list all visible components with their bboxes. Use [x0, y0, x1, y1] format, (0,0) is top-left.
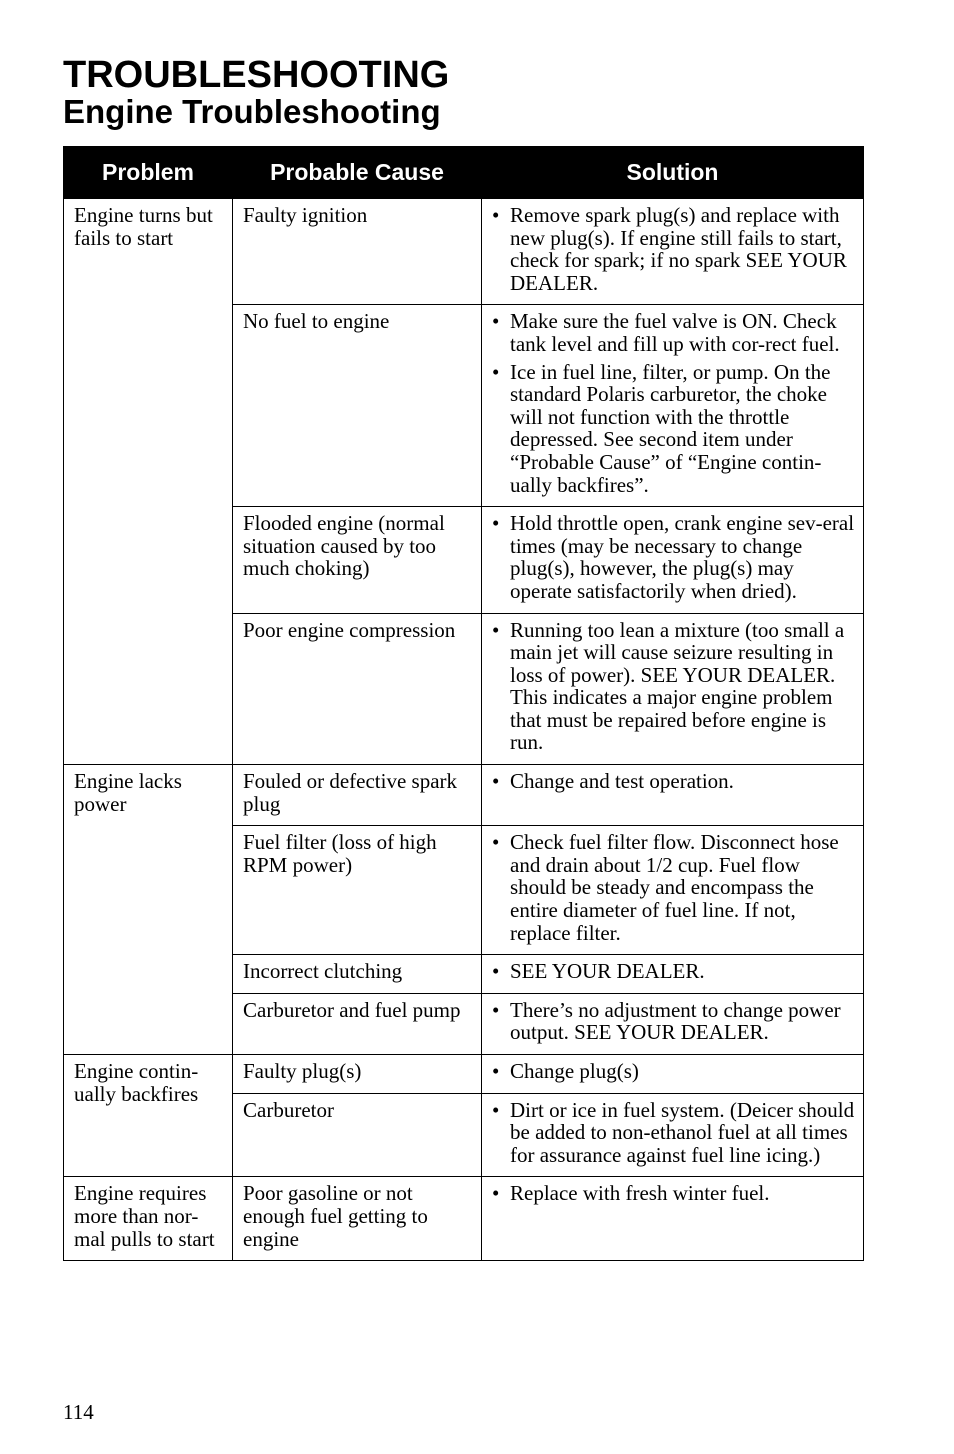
column-header-problem: Problem: [64, 147, 233, 199]
solution-cell: [482, 993, 864, 1054]
solution-cell: [482, 955, 864, 994]
solution-cell: [482, 765, 864, 826]
solution-item: [490, 831, 857, 944]
solution-item: [490, 1182, 857, 1205]
solution-text: Check fuel filter flow. Disconnect hose and drain about 1/2 cup. Fuel flow should be steady and encompass the entire diameter of fuel line. If not, replace filter.: [510, 830, 839, 945]
cause-cell: Fuel filter (loss of high RPM power): [233, 826, 482, 955]
cause-cell: Flooded engine (normal situation caused by too much choking): [233, 507, 482, 613]
solution-item: [490, 512, 857, 602]
table-header-row: [64, 147, 864, 199]
page-number: 114: [63, 1400, 94, 1424]
bullet-marker: •: [492, 1059, 500, 1083]
cause-cell: No fuel to engine: [233, 305, 482, 507]
solution-cell: [482, 1177, 864, 1261]
solution-item: [490, 1060, 857, 1083]
solution-text: Remove spark plug(s) and replace with new plug(s). If engine still fails to start, check for spark; if no spark SEE YOUR DEALER.: [510, 203, 847, 295]
cause-cell: Carburetor and fuel pump: [233, 993, 482, 1054]
problem-cell: Engine requires more than nor-mal pulls to start: [64, 1177, 233, 1261]
bullet-marker: •: [492, 359, 500, 384]
solution-cell: [482, 826, 864, 955]
troubleshooting-table: [63, 146, 864, 1261]
solution-text: Change plug(s): [510, 1059, 639, 1083]
bullet-marker: •: [492, 511, 500, 536]
solution-text: Running too lean a mixture (too small a main jet will cause seizure resulting in loss of power). SEE YOUR DEALER. This indicates a major engine problem that must be repaired before engine is run.: [510, 617, 845, 755]
solution-item: [490, 361, 857, 497]
bullet-marker: •: [492, 997, 500, 1022]
solution-cell: [482, 1093, 864, 1177]
cause-cell: Poor gasoline or not enough fuel getting to engine: [233, 1177, 482, 1261]
cause-cell: Faulty ignition: [233, 199, 482, 305]
solution-text: Ice in fuel line, filter, or pump. On the standard Polaris carburetor, the choke will not function with the throttle depressed. See second item under “Probable Cause” of “Engine contin-ually backfires”.: [510, 359, 831, 497]
cause-cell: Carburetor: [233, 1093, 482, 1177]
solution-text: Replace with fresh winter fuel.: [510, 1181, 770, 1206]
table-row: [64, 1055, 864, 1094]
table-row: [64, 199, 864, 305]
solution-cell: [482, 199, 864, 305]
table-row: [64, 765, 864, 826]
section-title: Engine Troubleshooting: [63, 93, 441, 130]
solution-text: SEE YOUR DEALER.: [510, 959, 705, 984]
solution-text: There’s no adjustment to change power output. SEE YOUR DEALER.: [510, 997, 841, 1045]
column-header-solution: Solution: [482, 147, 864, 199]
bullet-marker: •: [492, 617, 500, 642]
solution-text: Hold throttle open, crank engine sev-eral times (may be necessary to change plug(s), however, the plug(s) may operate satisfactorily when dried).: [510, 511, 855, 603]
problem-cell: Engine lacks power: [64, 765, 233, 1055]
bullet-marker: •: [492, 1181, 500, 1206]
solution-item: [490, 999, 857, 1044]
solution-item: [490, 619, 857, 755]
bullet-marker: •: [492, 830, 500, 855]
solution-text: Make sure the fuel valve is ON. Check tank level and fill up with cor-rect fuel.: [510, 309, 840, 356]
solution-item: [490, 960, 857, 983]
cause-cell: Incorrect clutching: [233, 955, 482, 994]
bullet-marker: •: [492, 959, 500, 984]
cause-cell: Faulty plug(s): [233, 1055, 482, 1094]
solution-cell: [482, 1055, 864, 1094]
column-header-probable-cause: Probable Cause: [233, 147, 482, 199]
bullet-marker: •: [492, 769, 500, 794]
cause-cell: Poor engine compression: [233, 613, 482, 765]
bullet-marker: •: [492, 309, 500, 334]
solution-cell: [482, 613, 864, 765]
solution-cell: [482, 305, 864, 507]
solution-text: Dirt or ice in fuel system. (Deicer should be added to non-ethanol fuel at all times for assurance against fuel line icing.): [510, 1097, 855, 1167]
bullet-marker: •: [492, 1097, 500, 1122]
solution-text: Change and test operation.: [510, 769, 734, 794]
cause-cell: Fouled or defective spark plug: [233, 765, 482, 826]
solution-cell: [482, 507, 864, 613]
problem-cell: Engine turns but fails to start: [64, 199, 233, 765]
solution-item: [490, 770, 857, 793]
table-row: [64, 1177, 864, 1261]
problem-cell: Engine contin-ually backfires: [64, 1055, 233, 1177]
solution-item: [490, 310, 857, 355]
solution-item: [490, 1099, 857, 1167]
page-title: TROUBLESHOOTING: [63, 54, 450, 96]
solution-item: [490, 204, 857, 294]
bullet-marker: •: [492, 203, 500, 227]
